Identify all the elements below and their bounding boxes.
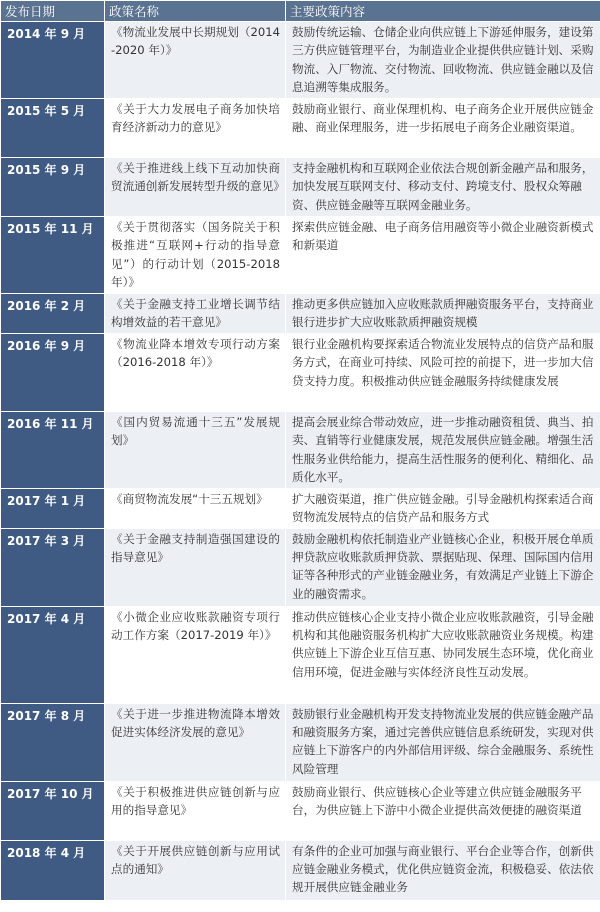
row-date: 2017 年 8 月 — [1, 703, 105, 781]
header-date: 发布日期 — [1, 1, 105, 22]
table-row — [1, 333, 600, 411]
row-date: 2014 年 9 月 — [1, 22, 105, 99]
row-policy-name: 《小微企业应收账款融资专项行动工作方案（2017-2019 年）》 — [105, 606, 286, 703]
row-date: 2016 年 11 月 — [1, 411, 105, 488]
row-policy-name: 《国内贸易流通十三五”发展规划》 — [105, 411, 286, 488]
row-policy-name: 《关于大力发展电子商务加快培育经济新动力的意见》 — [105, 99, 286, 158]
row-date: 2017 年 10 月 — [1, 781, 105, 840]
row-policy-content: 推动更多供应链加入应收账款质押融资服务平台，支持商业银行进步扩大应收账款质押融资规模 — [286, 294, 600, 334]
table-row — [1, 158, 600, 217]
table-row — [1, 703, 600, 781]
row-policy-name: 《物流业降本增效专项行动方案（2016-2018 年）》 — [105, 333, 286, 411]
table-row — [1, 606, 600, 703]
table-row — [1, 294, 600, 334]
row-policy-content: 扩大融资渠道，推广供应链金融。引导金融机构探索适合商贸物流发展特点的信贷产品和服务方式 — [286, 488, 600, 528]
table-row — [1, 22, 600, 99]
table-row — [1, 781, 600, 840]
row-date: 2017 年 1 月 — [1, 488, 105, 528]
header-row — [1, 1, 600, 22]
row-policy-content: 推动供应链核心企业支持小微企业应收账款融资，引导金融机构和其他融资服务机构扩大应收账款融资业务规模。构建供应链上下游企业互信互惠、协同发展生态环境，优化商业信用环境，促进金融与实体经济良性互动发展。 — [286, 606, 600, 703]
row-policy-name: 《商贸物流发展“十三五规划》 — [105, 488, 286, 528]
row-policy-content: 鼓励传统运输、仓储企业向供应链上下游延伸服务，建设第三方供应链管理平台，为制造业企业提供供应链计划、采购物流、入厂物流、交付物流、回收物流、供应链金融以及信息追溯等集成服务。 — [286, 22, 600, 99]
table-row — [1, 217, 600, 294]
row-policy-name: 《关于推进线上线下互动加快商贸流通创新发展转型升级的意见》 — [105, 158, 286, 217]
row-policy-content: 鼓励金融机构依托制造业产业链核心企业，积极开展仓单质押贷款应收账款质押贷款、票据贴现、保理、国际国内信用证等各种形式的产业链金融业务，有效满足产业链上下游企业的融资需求。 — [286, 528, 600, 606]
table-row — [1, 411, 600, 488]
table-row — [1, 528, 600, 606]
row-policy-name: 《关于积极推进供应链创新与应用的指导意见》 — [105, 781, 286, 840]
row-date: 2017 年 3 月 — [1, 528, 105, 606]
row-policy-content: 鼓励商业银行、供应链核心企业等建立供应链金融服务平台，为供应链上下游中小微企业提供高效便捷的融资渠道 — [286, 781, 600, 840]
row-policy-content: 银行业金融机构要探索适合物流业发展特点的信贷产品和服务方式，在商业可持续、风险可控的前提下，进一步加大信贷支持力度。积极推动供应链金融服务持续健康发展 — [286, 333, 600, 411]
row-policy-content: 有条件的企业可加强与商业银行、平台企业等合作，创新供应链金融业务模式，优化供应链资金流，积极稳妥、依法依规开展供应链金融业务 — [286, 840, 600, 900]
row-policy-content: 鼓励银行业金融机构开发支持物流业发展的供应链金融产品和融资服务方案，通过完善供应链信息系统研发，实现对供应链上下游客户的内外部信用评级、综合金融服务、系统性风险管理 — [286, 703, 600, 781]
row-policy-name: 《物流业发展中长期规划（2014-2020 年）》 — [105, 22, 286, 99]
header-policy-content: 主要政策内容 — [286, 1, 600, 22]
row-date: 2018 年 4 月 — [1, 840, 105, 900]
header-policy-name: 政策名称 — [105, 1, 286, 22]
row-date: 2015 年 11 月 — [1, 217, 105, 294]
row-policy-name: 《关于贯彻落实（国务院关于积极推进“互联网+行动的指导意见”）的行动计划（2015-2018 年）》 — [105, 217, 286, 294]
row-date: 2016 年 2 月 — [1, 294, 105, 334]
row-policy-name: 《关于金融支持工业增长调节结构增效益的若干意见》 — [105, 294, 286, 334]
row-policy-content: 支持金融机构和互联网企业依法合规创新金融产品和服务，加快发展互联网支付、移动支付、跨境支付、股权众筹融资、供应链金融等互联网金融业务。 — [286, 158, 600, 217]
row-policy-content: 鼓励商业银行、商业保理机构、电子商务企业开展供应链金融、商业保理服务，进一步拓展电子商务企业融资渠道。 — [286, 99, 600, 158]
table-row — [1, 99, 600, 158]
row-date: 2015 年 9 月 — [1, 158, 105, 217]
row-policy-name: 《关于金融支持制造强国建设的指导意见》 — [105, 528, 286, 606]
row-policy-content: 提高会展业综合带动效应，进一步推动融资租赁、典当、拍卖、直销等行业健康发展，规范发展供应链金融。增强生活性服务业供给能力，提高生活性服务的便利化、精细化、品质化水平。 — [286, 411, 600, 488]
row-policy-content: 探索供应链金融、电子商务信用融资等小微企业融资新模式和新渠道 — [286, 217, 600, 294]
row-policy-name: 《关于开展供应链创新与应用试点的通知》 — [105, 840, 286, 900]
row-date: 2016 年 9 月 — [1, 333, 105, 411]
row-policy-name: 《关于进一步推进物流降本增效促进实体经济发展的意见》 — [105, 703, 286, 781]
row-date: 2015 年 5 月 — [1, 99, 105, 158]
row-date: 2017 年 4 月 — [1, 606, 105, 703]
table-row — [1, 840, 600, 900]
table-row — [1, 488, 600, 528]
